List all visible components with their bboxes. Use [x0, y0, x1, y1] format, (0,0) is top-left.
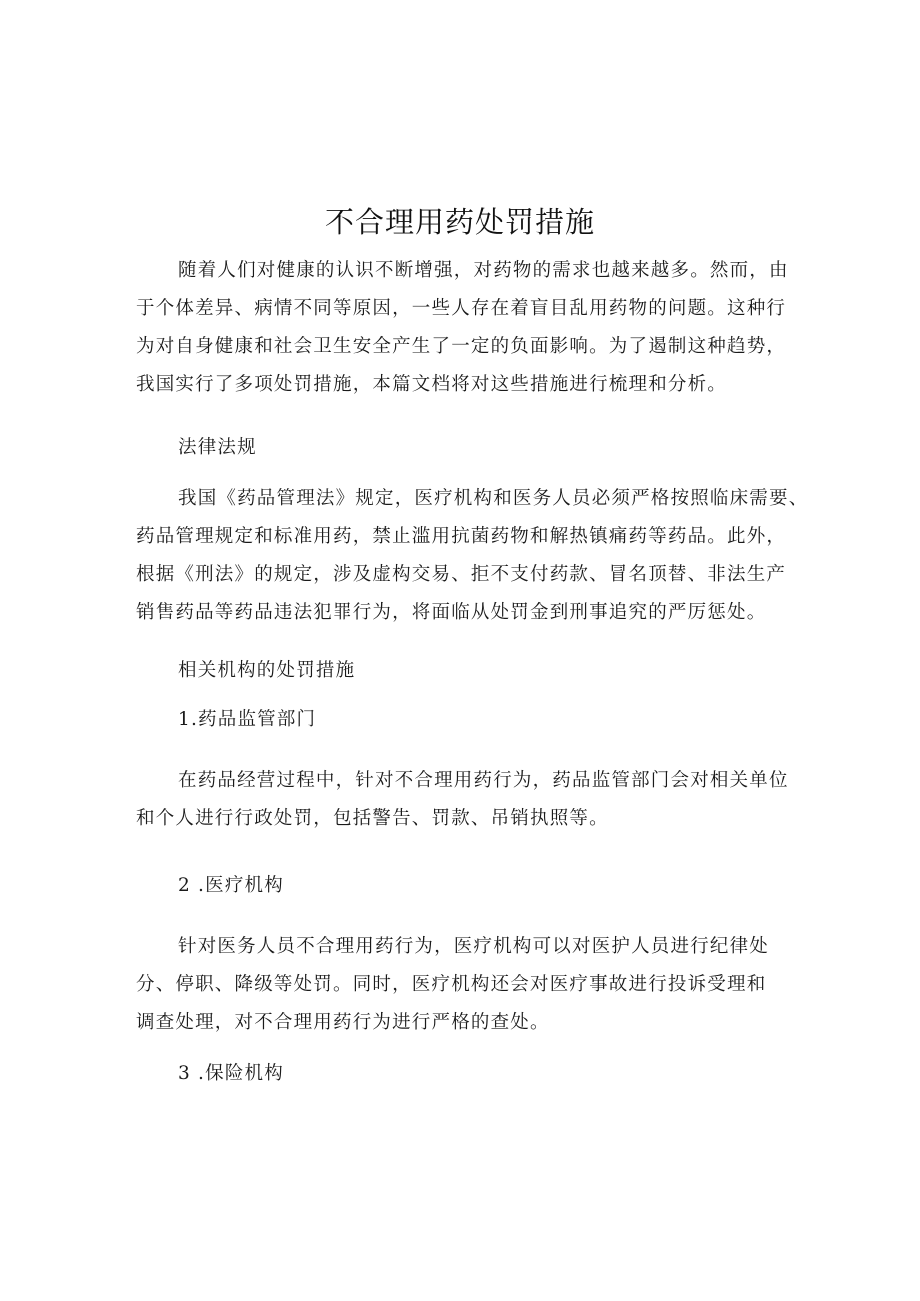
medical-institution-line: 分、停职、降级等处罚。同时，医疗机构还会对医疗事故进行投诉受理和	[136, 974, 767, 995]
section-heading-law: 法律法规	[178, 437, 257, 458]
drug-regulator-line: 在药品经营过程中，针对不合理用药行为，药品监管部门会对相关单位	[178, 770, 789, 791]
intro-line: 于个体差异、病情不同等原因，一些人存在着盲目乱用药物的问题。这种行	[136, 298, 787, 319]
drug-regulator-line: 和个人进行行政处罚，包括警告、罚款、吊销执照等。	[136, 808, 609, 829]
intro-line: 为对自身健康和社会卫生安全产生了一定的负面影响。为了遏制这种趋势，	[136, 336, 787, 357]
intro-line: 我国实行了多项处罚措施，本篇文档将对这些措施进行梳理和分析。	[136, 374, 728, 395]
law-line: 药品管理规定和标准用药，禁止滥用抗菌药物和解热镇痛药等药品。此外，	[136, 526, 787, 547]
law-line: 我国《药品管理法》规定，医疗机构和医务人员必须严格按照临床需要、	[178, 488, 809, 509]
medical-institution-paragraph	[136, 928, 796, 1042]
medical-institution-line: 针对医务人员不合理用药行为，医疗机构可以对医护人员进行纪律处	[178, 936, 770, 957]
law-line: 根据《刑法》的规定，涉及虚构交易、拒不支付药款、冒名顶替、非法生产	[136, 564, 787, 585]
item-heading-medical-institution: 2 .医疗机构	[178, 875, 284, 896]
item-heading-insurance: 3 .保险机构	[178, 1063, 284, 1084]
law-paragraph	[136, 480, 809, 632]
item-heading-drug-regulator: 1.药品监管部门	[178, 709, 317, 730]
intro-line: 随着人们对健康的认识不断增强，对药物的需求也越来越多。然而，由	[178, 260, 789, 281]
law-line: 销售药品等药品违法犯罪行为，将面临从处罚金到刑事追究的严厉惩处。	[136, 602, 767, 623]
intro-paragraph	[136, 252, 796, 404]
drug-regulator-paragraph	[136, 762, 796, 838]
document-title: 不合理用药处罚措施	[324, 205, 595, 239]
section-heading-agencies: 相关机构的处罚措施	[178, 660, 356, 681]
medical-institution-line: 调查处理，对不合理用药行为进行严格的查处。	[136, 1012, 550, 1033]
